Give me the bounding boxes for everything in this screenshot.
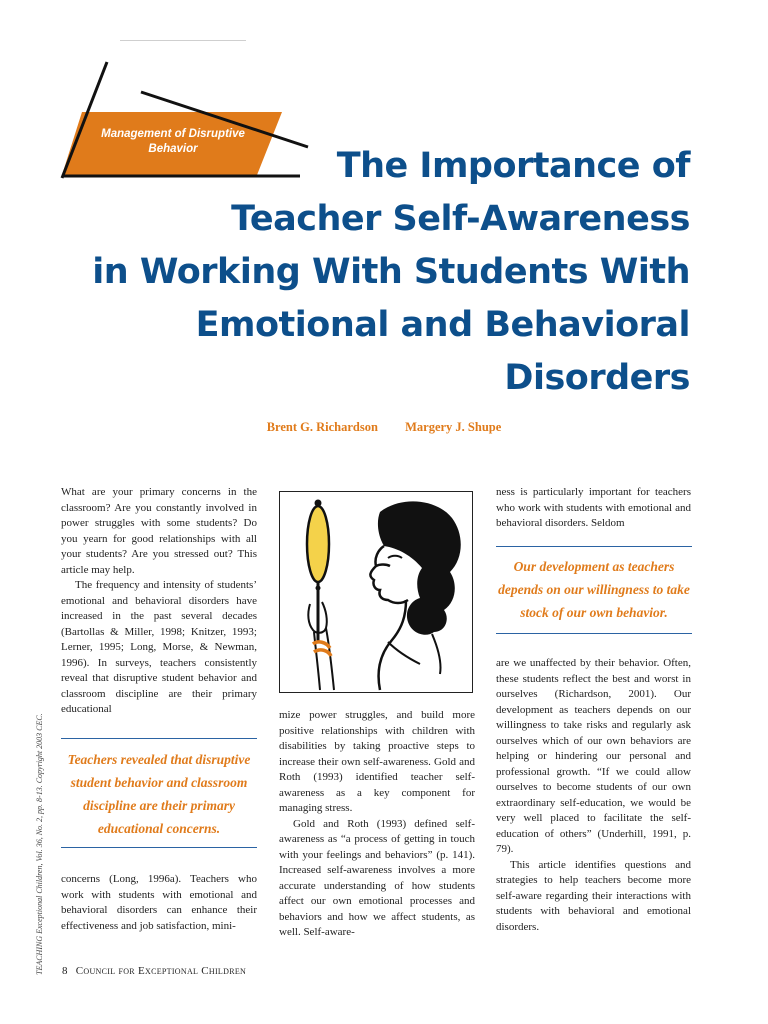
journal-name: Council for Exceptional Children [75, 965, 247, 977]
body-paragraph: mize power struggles, and build more positive relationships with children with disabilities by taking proactive steps to increase their own self-awareness. Gold and Roth (1993) identified teacher self-awareness as a key component for managing stress. [279, 709, 475, 814]
author-line [0, 420, 768, 435]
article-title [30, 140, 690, 405]
title-line: The Importance of [336, 146, 690, 186]
title-line: in Working With Students With [92, 252, 690, 292]
pull-quote-text: Our development as teachers depends on our willingness to take stock of our own behavior. [498, 559, 690, 620]
column-1-bottom [61, 872, 257, 934]
body-paragraph: are we unaffected by their behavior. Often, these students reflect the best and worst in ourselves (Richardson, 2001). Our development as teachers depends on our willingness to take risks and regularly ask ourselves which of our own behaviors are helping or hindering our personal and professional growth. “If we could allow ourselves to become students of our own extraordinary self-education, we would be very well placed to facilitate the self-education of others” (Underhill, 1991, p. 79). [496, 657, 691, 855]
copyright-credit [35, 635, 44, 975]
woman-with-hand-mirror-icon [280, 492, 472, 692]
page-footer [62, 965, 246, 977]
author-name: Margery J. Shupe [405, 420, 502, 434]
body-paragraph: What are your primary concerns in the classroom? Are you constantly involved in power struggles with some students? Do you yearn for good relationships with all your students? Are you stressed out? This article may help. [61, 486, 257, 576]
column-1-top [61, 485, 257, 718]
title-line: Teacher Self-Awareness [231, 199, 690, 239]
body-paragraph: ness is particularly important for teachers who work with students with emotional and behavioral disorders. Seldom [496, 486, 691, 529]
pull-quote [496, 546, 692, 634]
body-paragraph: The frequency and intensity of students’ emotional and behavioral disorders have increased in the past several decades (Bartollas & Miller, 1998; Knitzer, 1993; Lerner, 1995; Long, Morse, & Newman, 1996). In surveys, teachers consistently reveal that disruptive student behavior and classroom discipline are their primary educational [61, 579, 257, 715]
woman-with-mirror-illustration [279, 491, 473, 693]
tag-line-1: Management of Disruptive [101, 128, 245, 140]
title-line: Emotional and Behavioral [195, 305, 690, 345]
tag-line-2: Behavior [148, 143, 198, 155]
body-paragraph: concerns (Long, 1996a). Teachers who work with students with emotional and behavioral disorders can enhance their effectiveness and job satisfaction, mini- [61, 873, 257, 932]
pull-quote [61, 738, 257, 848]
body-paragraph: Gold and Roth (1993) defined self-awareness as “a process of getting in touch with your feelings and behaviors” (p. 141). Increased self-awareness involves a more accurate understanding of how students affect our own emotional processes and behaviors and how we affect students, as well. Self-aware- [279, 817, 475, 938]
page-number: 8 [62, 965, 68, 977]
column-3-bottom [496, 656, 691, 935]
copyright-credit-text: TEACHING Exceptional Children, Vol. 36, No. 2, pp. 8-13. Copyright 2003 CEC. [35, 713, 44, 975]
author-name: Brent G. Richardson [266, 420, 378, 434]
title-line: Disorders [504, 358, 690, 398]
column-3-top [496, 485, 691, 532]
column-2 [279, 708, 475, 941]
body-paragraph: This article identifies questions and strategies to help teachers become more self-aware regarding their interactions with students with behavioral and emotional disorders. [496, 858, 691, 933]
pull-quote-text: Teachers revealed that disruptive student behavior and classroom discipline are their primary educational concerns. [67, 752, 251, 836]
